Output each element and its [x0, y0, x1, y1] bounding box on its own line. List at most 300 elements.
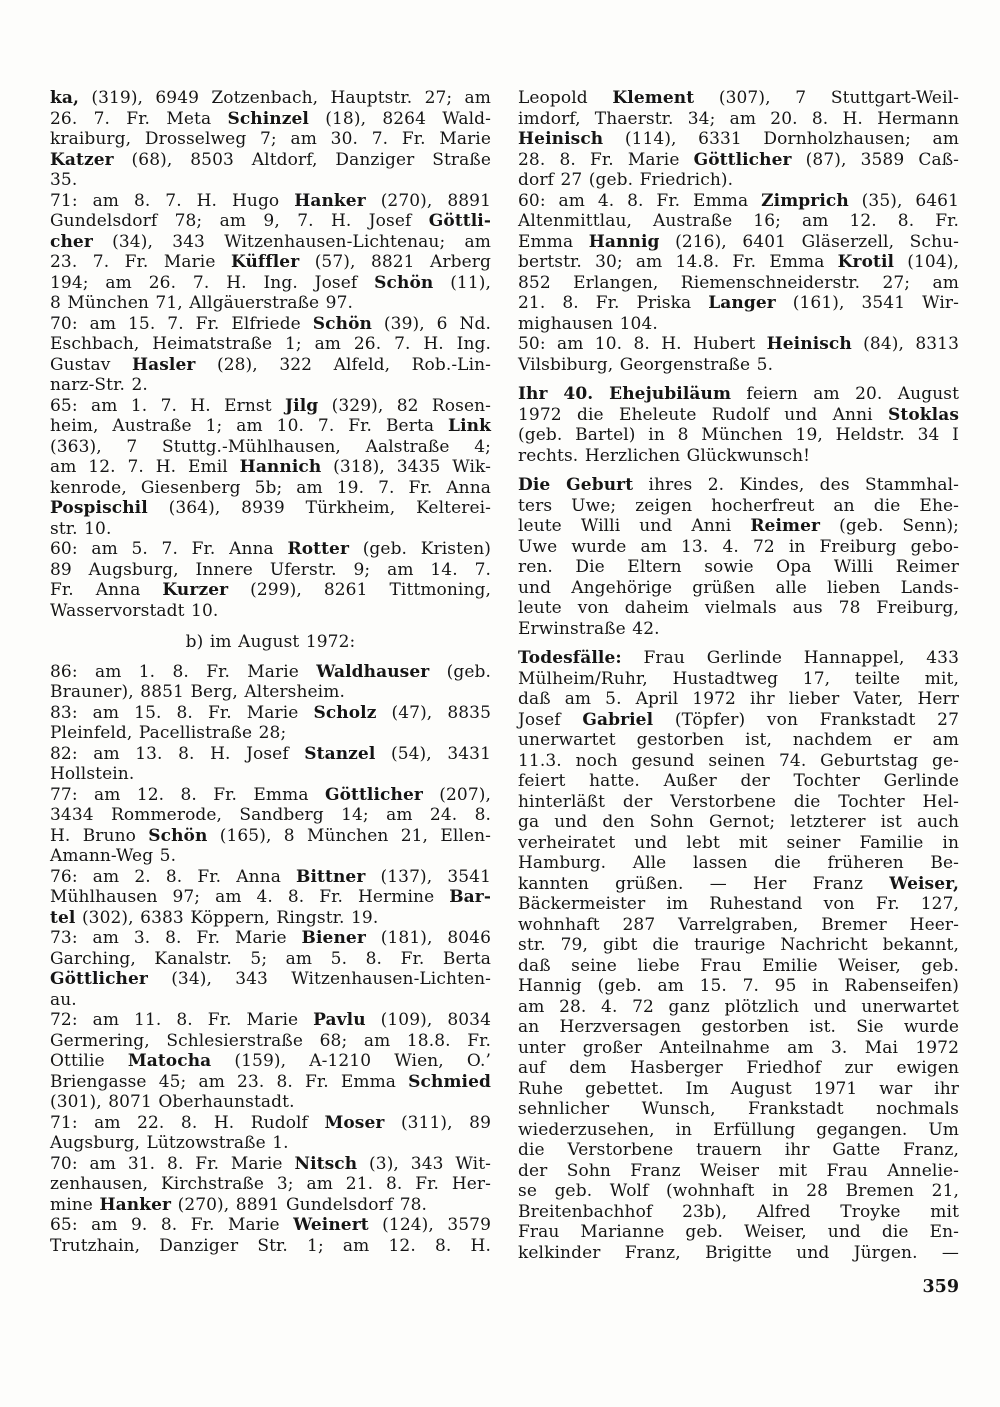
text-run: 86: am 1. 8. Fr. Marie	[50, 661, 317, 682]
text-line	[518, 1161, 959, 1182]
bold-text-run: Ihr 40. Ehejubiläum	[518, 384, 732, 404]
text-run: (181), 8046	[365, 928, 492, 948]
bold-text-run: Gabriel	[582, 709, 654, 730]
text-line	[518, 976, 959, 997]
bold-text-run: Zimprich	[761, 190, 849, 211]
text-run: (270), 8891 Gundelsdorf 78.	[171, 1194, 428, 1215]
text-run: wiederzusehen, in Erfüllung gegangen. Um	[518, 1119, 959, 1140]
text-run: heim, Austraße 1; am 10. 7. Fr. Berta	[50, 416, 449, 436]
text-line	[518, 669, 959, 690]
text-line	[518, 997, 959, 1018]
text-line	[50, 969, 491, 990]
text-run: (Töpfer) von Frankstadt 27	[653, 709, 959, 730]
text-run: die Verstorbene trauern ihr Gatte Franz,	[518, 1140, 959, 1160]
text-line	[50, 170, 491, 191]
text-run: wohnhaft 287 Varrelgraben, Bremer Heer-	[518, 914, 959, 935]
text-run: leute Willi und Anni	[518, 516, 751, 536]
text-run: 82: am 13. 8. H. Josef	[50, 743, 305, 764]
text-run: 194; am 26. 7. H. Ing. Josef	[50, 272, 375, 293]
text-line	[518, 812, 959, 833]
text-line	[518, 384, 959, 405]
text-line	[518, 273, 959, 294]
text-line	[50, 949, 491, 970]
text-run: Brauner), 8851 Berg, Altersheim.	[50, 682, 345, 702]
text-run: zenhausen, Kirchstraße 3; am 21. 8. Fr. Her-	[50, 1174, 491, 1194]
text-run: 83: am 15. 8. Fr. Marie	[50, 702, 314, 723]
text-run: ters Uwe; zeigen hocherfreut an die Ehe-	[518, 495, 959, 516]
text-run: (geb. Bartel) in 8 München 19, Heldstr. 34 I	[518, 425, 959, 445]
text-run: leute von daheim vielmals aus 78 Freiburg,	[518, 598, 959, 618]
text-line	[518, 405, 959, 426]
paragraph	[518, 191, 959, 335]
text-run: ren. Die Eltern sowie Opa Willi Reimer	[518, 557, 959, 577]
paragraph	[50, 539, 491, 621]
text-run: (35), 6461	[848, 190, 959, 211]
text-line	[518, 293, 959, 314]
bold-text-run: Küffler	[230, 252, 300, 272]
text-run: (307), 7 Stuttgart-Weil-	[694, 88, 959, 108]
bold-text-run: Hannig	[588, 231, 660, 252]
text-line	[518, 211, 959, 232]
text-line	[518, 170, 959, 191]
text-line	[518, 619, 959, 640]
text-line	[50, 273, 491, 294]
bold-text-run: Todesfälle:	[518, 648, 622, 668]
text-line	[50, 375, 491, 396]
text-line	[50, 1195, 491, 1216]
bold-text-run: Waldhauser	[316, 661, 430, 682]
text-run: auf dem Hasberger Friedhof zur ewigen	[518, 1058, 959, 1078]
text-run: (319), 6949 Zotzenbach, Hauptstr. 27; am	[79, 88, 491, 108]
text-run: Vilsbiburg, Georgenstraße 5.	[518, 354, 774, 375]
text-line	[50, 632, 491, 653]
text-run: Hamburg. Alle lassen die früheren Be-	[518, 853, 959, 873]
text-line	[518, 1120, 959, 1141]
text-run: (311), 89	[384, 1112, 491, 1133]
text-line	[518, 314, 959, 335]
bold-text-run: cher	[50, 231, 93, 252]
text-run: (geb. Senn);	[820, 516, 960, 536]
text-run: Josef	[518, 709, 583, 730]
text-line	[518, 894, 959, 915]
text-run: str. 10.	[50, 518, 112, 539]
text-run: (301), 8071 Oberhaunstadt.	[50, 1092, 295, 1112]
text-line	[518, 191, 959, 212]
bold-text-run: Schmied	[408, 1071, 491, 1092]
paragraph	[50, 191, 491, 314]
text-line	[518, 425, 959, 446]
text-run: 60: am 5. 7. Fr. Anna	[50, 539, 288, 559]
text-run: Hannig (geb. am 15. 7. 95 in Rabenseifen)	[518, 976, 959, 996]
text-run: an Herzversagen gestorben ist. Sie wurde	[518, 1017, 959, 1037]
text-run: 23. 7. Fr. Marie	[50, 252, 231, 272]
text-run: 50: am 10. 8. H. Hubert	[518, 334, 767, 354]
text-line	[50, 1174, 491, 1195]
text-run: und Angehörige grüßen alle lieben Lands-	[518, 577, 959, 598]
text-run: Trutzhain, Danziger Str. 1; am 12. 8. H.	[50, 1235, 491, 1256]
text-run: 8 München 71, Allgäuerstraße 97.	[50, 293, 354, 313]
text-line	[518, 150, 959, 171]
text-line	[50, 1154, 491, 1175]
text-run: Ottilie	[50, 1051, 128, 1071]
text-line	[518, 1243, 959, 1264]
text-run: verheiratet und lebt mit seiner Familie in	[518, 832, 959, 853]
text-run: 70: am 15. 7. Fr. Elfriede	[50, 313, 313, 334]
text-run: Emma	[518, 231, 589, 252]
text-run: Gustav	[50, 354, 132, 375]
bold-text-run: Die Geburt	[518, 475, 634, 495]
bold-text-run: Schön	[312, 313, 372, 334]
text-run: Ruhe gebettet. Im August 1971 war ihr	[518, 1078, 959, 1099]
text-line	[518, 475, 959, 496]
text-run: Germering, Schlesierstraße 68; am 18.8. Fr.	[50, 1030, 491, 1051]
text-run: (137), 3541	[365, 866, 491, 887]
text-run: 77: am 12. 8. Fr. Emma	[50, 784, 325, 805]
bold-text-run: Moser	[324, 1112, 385, 1133]
text-run: 65: am 1. 7. H. Ernst	[50, 395, 286, 416]
text-run: narz-Str. 2.	[50, 375, 148, 395]
bold-text-run: Jilg	[285, 395, 319, 416]
text-run: Mülheim/Ruhr, Hustadtweg 17, teilte mit,	[518, 668, 959, 689]
text-line	[50, 457, 491, 478]
text-run: bertstr. 30; am 14.8. Fr. Emma	[518, 252, 838, 272]
text-run: (geb. Kristen)	[349, 539, 491, 559]
text-line	[518, 1058, 959, 1079]
text-line	[50, 129, 491, 150]
paragraph	[518, 648, 959, 1263]
text-run: (39), 6 Nd.	[371, 313, 491, 334]
paragraph	[50, 1215, 491, 1256]
text-line	[518, 689, 959, 710]
text-line	[50, 396, 491, 417]
text-run: (3), 343 Wit-	[357, 1153, 491, 1174]
bold-text-run: Krotil	[837, 252, 895, 272]
text-run: (47), 8835	[376, 702, 491, 723]
text-line	[50, 887, 491, 908]
bold-text-run: Weiser,	[889, 873, 959, 894]
bold-text-run: Heinisch	[518, 129, 604, 149]
text-line	[50, 580, 491, 601]
text-line	[518, 537, 959, 558]
paragraph	[50, 396, 491, 540]
column-left	[50, 88, 491, 1298]
text-line	[518, 853, 959, 874]
text-line	[518, 446, 959, 467]
bold-text-run: tel	[50, 907, 76, 928]
text-line	[50, 191, 491, 212]
text-line	[50, 990, 491, 1011]
text-run: au.	[50, 989, 77, 1010]
text-run: str. 79, gibt die traurige Nachricht bekannt,	[518, 935, 959, 955]
text-run: (34), 343 Witzenhausen-Lichtenau; am	[92, 231, 491, 252]
text-line	[518, 710, 959, 731]
bold-text-run: Göttli-	[428, 211, 491, 231]
text-run: (216), 6401 Gläserzell, Schu-	[659, 231, 959, 252]
bold-text-run: Pospischil	[50, 498, 148, 518]
text-run: Bäckermeister im Ruhestand von Fr. 127,	[518, 894, 959, 914]
text-line	[50, 908, 491, 929]
text-run: unter großer Anteilnahme am 3. Mai 1972	[518, 1037, 959, 1058]
bold-text-run: Weinert	[293, 1215, 369, 1235]
text-line	[518, 1079, 959, 1100]
text-line	[518, 578, 959, 599]
bold-text-run: Klement	[612, 88, 695, 108]
text-line	[50, 293, 491, 314]
text-run: Hollstein.	[50, 764, 135, 784]
text-run: Briengasse 45; am 23. 8. Fr. Emma	[50, 1071, 409, 1092]
text-line	[518, 557, 959, 578]
text-run: mighausen 104.	[518, 313, 658, 334]
text-line	[518, 496, 959, 517]
paragraph	[50, 1154, 491, 1216]
text-line	[50, 1051, 491, 1072]
text-run: 28. 8. Fr. Marie	[518, 149, 694, 170]
bold-text-run: Pavlu	[313, 1010, 366, 1030]
text-line	[50, 109, 491, 130]
text-line	[50, 1113, 491, 1134]
paragraph	[518, 475, 959, 639]
text-run: mine	[50, 1194, 100, 1215]
text-run: H. Bruno	[50, 825, 149, 846]
text-run: hinterläßt der Verstorbene die Tochter Hel-	[518, 791, 959, 812]
text-line	[518, 1038, 959, 1059]
paragraph	[50, 744, 491, 785]
text-run: Garching, Kanalstr. 5; am 5. 8. Fr. Berta	[50, 948, 491, 969]
text-line	[518, 874, 959, 895]
text-run: dorf 27 (geb. Friedrich).	[518, 170, 734, 190]
text-line	[518, 833, 959, 854]
text-line	[50, 744, 491, 765]
text-run: der Sohn Franz Weiser mit Frau Annelie-	[518, 1160, 959, 1181]
text-run: 73: am 3. 8. Fr. Marie	[50, 928, 302, 948]
text-line	[50, 314, 491, 335]
text-run: 71: am 22. 8. H. Rudolf	[50, 1112, 325, 1133]
bold-text-run: Bar-	[449, 887, 491, 907]
text-run: Leopold	[518, 88, 613, 108]
bold-text-run: Kurzer	[162, 580, 229, 600]
text-line	[518, 252, 959, 273]
paragraph	[50, 703, 491, 744]
section-heading	[50, 632, 491, 653]
bold-text-run: Göttlicher	[693, 149, 792, 170]
text-run: (28), 322 Alfeld, Rob.-Lin-	[195, 354, 492, 375]
text-run: 1972 die Eheleute Rudolf und Anni	[518, 404, 888, 425]
text-line	[50, 846, 491, 867]
text-line	[50, 252, 491, 273]
text-line	[50, 764, 491, 785]
paragraph	[50, 662, 491, 703]
text-line	[518, 334, 959, 355]
text-run: 11.3. noch gesund seinen 74. Geburtstag ge-	[518, 750, 959, 771]
text-line	[518, 730, 959, 751]
text-run: 852 Erlangen, Riemenschneiderstr. 27; am	[518, 272, 959, 293]
text-run: Frau Gerlinde Hannappel, 433	[621, 648, 959, 668]
text-run: kelkinder Franz, Brigitte und Jürgen. —	[518, 1242, 959, 1263]
bold-text-run: Stanzel	[304, 743, 376, 764]
bold-text-run: Langer	[708, 293, 776, 313]
text-run: (299), 8261 Tittmoning,	[228, 580, 491, 600]
text-run: Breitenbachhof 23b), Alfred Troyke mit	[518, 1201, 959, 1222]
text-run: Gundelsdorf 78; am 9, 7. H. Josef	[50, 211, 429, 231]
text-columns	[50, 88, 959, 1298]
text-line	[50, 723, 491, 744]
text-run: sehnlicher Wunsch, Frankstadt nochmals	[518, 1099, 959, 1119]
text-line	[518, 232, 959, 253]
text-run: Eschbach, Heimatstraße 1; am 26. 7. H. Ing.	[50, 334, 491, 354]
paragraph	[50, 88, 491, 191]
text-line	[50, 498, 491, 519]
text-line	[50, 211, 491, 232]
text-run: (364), 8939 Türkheim, Kelterei-	[147, 498, 491, 518]
paragraph	[50, 314, 491, 396]
bold-text-run: Göttlicher	[324, 784, 423, 805]
bold-text-run: Hannich	[239, 457, 322, 477]
text-line	[518, 598, 959, 619]
bold-text-run: Bittner	[296, 866, 366, 887]
text-line	[518, 355, 959, 376]
text-line	[518, 771, 959, 792]
text-line	[50, 519, 491, 540]
text-line	[50, 1215, 491, 1236]
text-run: (18), 8264 Wald-	[309, 108, 491, 129]
text-run: (34), 343 Witzenhausen-Lichten-	[147, 969, 491, 989]
text-line	[518, 1181, 959, 1202]
text-line	[50, 1010, 491, 1031]
text-line	[518, 1140, 959, 1161]
text-run: Amann-Weg 5.	[50, 846, 177, 866]
text-run: am 28. 4. 72 ganz plötzlich und unerwartet	[518, 996, 959, 1017]
text-run: (165), 8 München 21, Ellen-	[207, 825, 491, 846]
text-run: Pleinfeld, Pacellistraße 28;	[50, 723, 287, 743]
text-line	[518, 109, 959, 130]
text-run: (302), 6383 Köppern, Ringstr. 19.	[75, 907, 379, 928]
text-run: (84), 8313	[851, 334, 959, 354]
text-line	[50, 785, 491, 806]
text-run: kraiburg, Drosselweg 7; am 30. 7. Fr. Marie	[50, 129, 491, 149]
text-run: rechts. Herzlichen Glückwunsch!	[518, 445, 811, 466]
text-line	[50, 355, 491, 376]
text-run: 26. 7. Fr. Meta	[50, 108, 228, 129]
text-run: daß seine liebe Frau Emilie Weiser, geb.	[518, 955, 959, 976]
text-line	[50, 334, 491, 355]
text-run: 21. 8. Fr. Priska	[518, 293, 709, 313]
text-line	[50, 682, 491, 703]
text-run: (11),	[433, 272, 491, 293]
text-line	[50, 703, 491, 724]
text-run: (68), 8503 Altdorf, Danziger Straße	[113, 149, 491, 170]
text-run: 60: am 4. 8. Fr. Emma	[518, 190, 762, 211]
text-line	[518, 1202, 959, 1223]
bold-text-run: Hasler	[131, 354, 196, 375]
bold-text-run: Stoklas	[888, 404, 959, 425]
text-run: (329), 82 Rosen-	[318, 395, 491, 416]
paragraph	[50, 785, 491, 867]
text-run: se geb. Wolf (wohnhaft in 28 Bremen 21,	[518, 1181, 959, 1201]
text-line	[518, 935, 959, 956]
bold-text-run: Scholz	[313, 702, 377, 723]
text-line	[50, 867, 491, 888]
text-run: Altenmittlau, Austraße 16; am 12. 8. Fr.	[518, 211, 959, 231]
text-run: daß am 5. April 1972 ihr lieber Vater, Herr	[518, 689, 959, 709]
text-line	[50, 437, 491, 458]
text-run: kenrode, Giesenberg 5b; am 19. 7. Fr. Anna	[50, 477, 491, 498]
text-run: Frau Marianne geb. Weiser, und die En-	[518, 1222, 959, 1242]
text-run: (104),	[894, 252, 959, 272]
text-run: b) im August 1972:	[185, 632, 356, 652]
bold-text-run: Nitsch	[294, 1153, 358, 1174]
text-line	[518, 88, 959, 109]
text-line	[518, 648, 959, 669]
text-line	[50, 1092, 491, 1113]
text-line	[50, 601, 491, 622]
text-run: (159), A-1210 Wien, O.’	[211, 1051, 491, 1071]
text-run: (207),	[422, 784, 491, 805]
text-run: Fr. Anna	[50, 580, 163, 600]
page-number: 359	[922, 1277, 959, 1297]
bold-text-run: Matocha	[127, 1051, 212, 1071]
bold-text-run: Schinzel	[227, 108, 309, 129]
text-run: (87), 3589 Caß-	[791, 149, 959, 170]
bold-text-run: Katzer	[50, 149, 114, 170]
text-run: 76: am 2. 8. Fr. Anna	[50, 866, 297, 887]
bold-text-run: Hanker	[294, 190, 366, 211]
text-run: Mühlhausen 97; am 4. 8. Fr. Hermine	[50, 887, 450, 907]
text-line	[50, 662, 491, 683]
text-line	[50, 1072, 491, 1093]
text-line	[50, 416, 491, 437]
paragraph	[518, 334, 959, 375]
text-line	[50, 1133, 491, 1154]
bold-text-run: Link	[448, 416, 491, 436]
text-run: 89 Augsburg, Innere Uferstr. 9; am 14. 7.	[50, 559, 491, 580]
text-line	[518, 1099, 959, 1120]
text-line	[518, 915, 959, 936]
text-line	[50, 539, 491, 560]
text-run: Uwe wurde am 13. 4. 72 in Freiburg gebo-	[518, 536, 959, 557]
column-right	[518, 88, 959, 1298]
bold-text-run: Reimer	[750, 516, 821, 536]
text-run: 65: am 9. 8. Fr. Marie	[50, 1215, 294, 1235]
text-run: (363), 7 Stuttg.-Mühlhausen, Aalstraße 4;	[50, 436, 491, 457]
text-line	[50, 928, 491, 949]
text-line	[518, 1017, 959, 1038]
text-line	[50, 478, 491, 499]
text-run: Wasservorstadt 10.	[50, 600, 219, 621]
text-run: 71: am 8. 7. H. Hugo	[50, 190, 295, 211]
text-run: (57), 8821 Arberg	[299, 252, 491, 272]
bold-text-run: ka,	[50, 88, 80, 108]
paragraph	[50, 1113, 491, 1154]
text-run: 72: am 11. 8. Fr. Marie	[50, 1010, 314, 1030]
text-run: (124), 3579	[368, 1215, 492, 1235]
text-line	[518, 751, 959, 772]
paragraph	[50, 867, 491, 929]
text-run: Augsburg, Lützowstraße 1.	[50, 1133, 289, 1153]
text-line	[50, 560, 491, 581]
bold-text-run: Göttlicher	[50, 969, 148, 989]
text-run: feiert hatte. Außer der Tochter Gerlinde	[518, 771, 959, 791]
text-line	[50, 826, 491, 847]
text-run: Erwinstraße 42.	[518, 618, 660, 639]
text-run: 35.	[50, 170, 78, 190]
text-run: kannten grüßen. — Her Franz	[518, 873, 890, 894]
text-run: imdorf, Thaerstr. 34; am 20. 8. H. Hermann	[518, 108, 959, 129]
text-line	[518, 129, 959, 150]
text-run: (geb.	[429, 661, 491, 682]
text-run: (54), 3431	[375, 743, 491, 764]
text-run: ihres 2. Kindes, des Stammhal-	[633, 475, 960, 495]
bold-text-run: Schön	[374, 272, 434, 293]
